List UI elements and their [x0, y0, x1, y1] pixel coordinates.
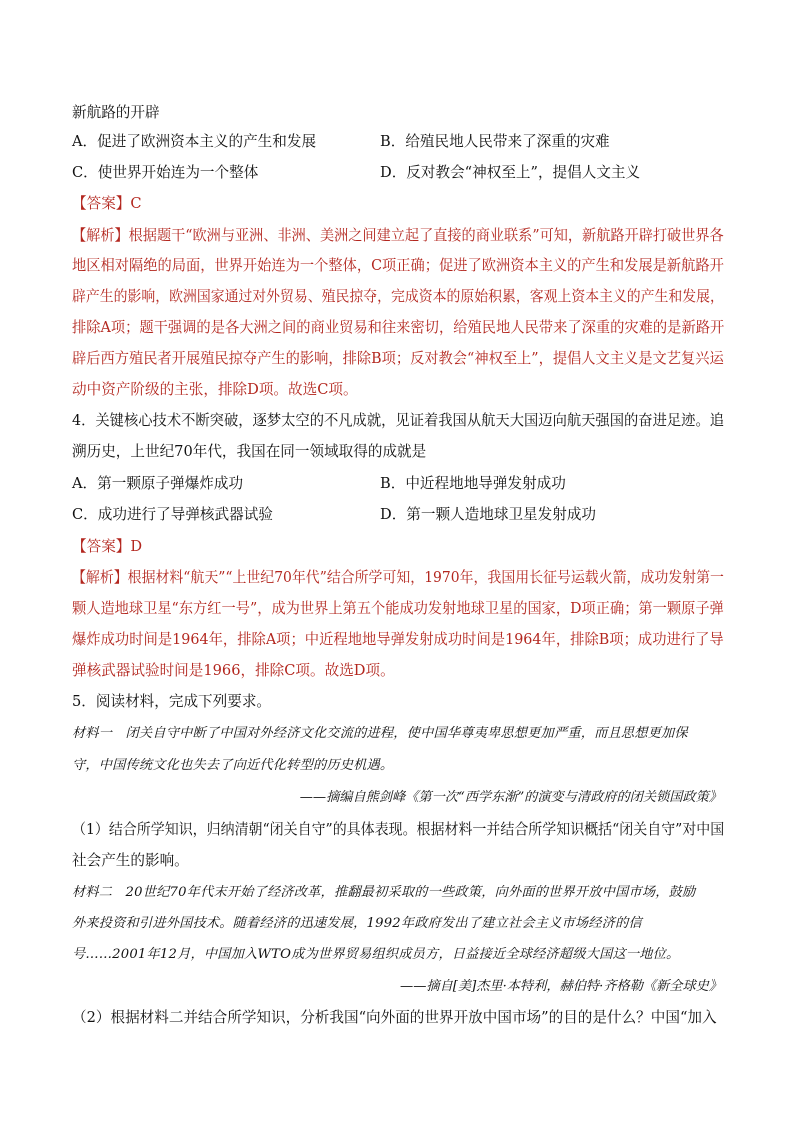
q4-analysis-line: 颗人造地球卫星“东方红一号”，成为世界上第五个能成功发射地球卫星的国家，D项正确；第一颗原子弹	[72, 600, 724, 617]
answer-value: C	[130, 195, 142, 212]
q3-analysis-line: 排除A项；题干强调的是各大洲之间的商业贸易和往来密切，给殖民地人民带来了深重的灾难的是新路开	[72, 319, 725, 336]
q5-question1-line: （1）结合所学知识，归纳清朝“闭关自守”的具体表现。根据材料一并结合所学知识概括“闭关自守”对中国	[72, 821, 725, 838]
analysis-text: 根据材料“航天”“上世纪70年代”结合所学可知，1970年，我国用长征号运载火箭，成功发射第一	[127, 569, 724, 586]
answer-tag: 【答案】	[72, 195, 131, 212]
q5-material2-line: 号……2001年12月，中国加入WTO成为世界贸易组织成员方，日益接近全球经济超级大国这一地位。	[72, 947, 680, 962]
q4-option-c: C．成功进行了导弹核武器试验	[72, 506, 273, 523]
q4-option-d: D．第一颗人造地球卫星发射成功	[380, 506, 597, 523]
q5-material2-source: ——摘自[美]杰里·本特利，赫伯特·齐格勒《新全球史》	[400, 979, 722, 994]
analysis-tag: 【解析】	[72, 569, 128, 586]
q5-stem: 5．阅读材料，完成下列要求。	[72, 693, 272, 710]
q4-option-b: B．中近程地地导弹发射成功	[380, 475, 566, 492]
q3-analysis-line	[72, 226, 724, 246]
q4-stem-line: 4．关键核心技术不断突破，逐梦太空的不凡成就，见证着我国从航天大国迈向航天强国的奋进足迹。追	[72, 412, 725, 429]
q4-option-a: A．第一颗原子弹爆炸成功	[72, 475, 244, 492]
answer-tag: 【答案】	[72, 538, 131, 555]
q3-option-b: B．给殖民地人民带来了深重的灾难	[380, 133, 610, 150]
q3-stem-tail: 新航路的开辟	[72, 104, 160, 121]
q3-option-c: C．使世界开始连为一个整体	[72, 164, 259, 181]
q3-analysis-line: 动中资产阶级的主张，排除D项。故选C项。	[72, 381, 358, 398]
q3-analysis-line: 辟后西方殖民者开展殖民掠夺产生的影响，排除B项；反对教会“神权至上”，提倡人文主义是文艺复兴运	[72, 350, 724, 367]
q5-material1-line: 材料一 闭关自守中断了中国对外经济文化交流的进程，使中国华尊夷卑思想更加严重，而且思想更加保	[72, 726, 688, 741]
answer-value: D	[130, 538, 143, 555]
q4-analysis-line: 弹核武器试验时间是1966，排除C项。故选D项。	[72, 662, 395, 679]
q4-analysis-line: 爆炸成功时间是1964年，排除A项；中近程地地导弹发射成功时间是1964年，排除B项；成功进行了导	[72, 631, 724, 648]
q3-analysis-line: 辟产生的影响，欧洲国家通过对外贸易、殖民掠夺，完成资本的原始积累，客观上资本主义的产生和发展，	[72, 288, 724, 305]
q5-material1-source: ——摘编自熊剑峰《第一次“西学东渐”的演变与清政府的闭关锁国政策》	[299, 790, 722, 805]
q5-material2-line: 材料二 20世纪70年代末开始了经济改革，推翻最初采取的一些政策，向外面的世界开放中国市场，鼓励	[72, 885, 696, 900]
analysis-text: 根据题干“欧洲与亚洲、非洲、美洲之间建立起了直接的商业联系”可知，新航路开辟打破世界各	[128, 227, 724, 244]
analysis-tag: 【解析】	[72, 227, 129, 244]
q4-stem-line: 溯历史，上世纪70年代，我国在同一领域取得的成就是	[72, 443, 427, 460]
q3-answer-line	[72, 194, 142, 214]
q5-material1-line: 守，中国传统文化也失去了向近代化转型的历史机遇。	[72, 758, 394, 773]
q5-question2-line: （2）根据材料二并结合所学知识，分析我国“向外面的世界开放中国市场”的目的是什么？中国“加入	[72, 1009, 717, 1026]
q4-answer-line	[72, 537, 142, 557]
q3-option-d: D．反对教会“神权至上”，提倡人文主义	[380, 164, 641, 181]
q3-option-a: A．促进了欧洲资本主义的产生和发展	[72, 133, 317, 150]
q3-analysis-line: 地区相对隔绝的局面，世界开始连为一个整体，C项正确；促进了欧洲资本主义的产生和发展是新航路开	[72, 257, 724, 274]
q5-material2-line: 外来投资和引进外国技术。随着经济的迅速发展，1992年政府发出了建立社会主义市场经济的信	[72, 916, 642, 931]
q4-analysis-line	[72, 568, 724, 588]
q5-question1-line: 社会产生的影响。	[72, 852, 189, 869]
